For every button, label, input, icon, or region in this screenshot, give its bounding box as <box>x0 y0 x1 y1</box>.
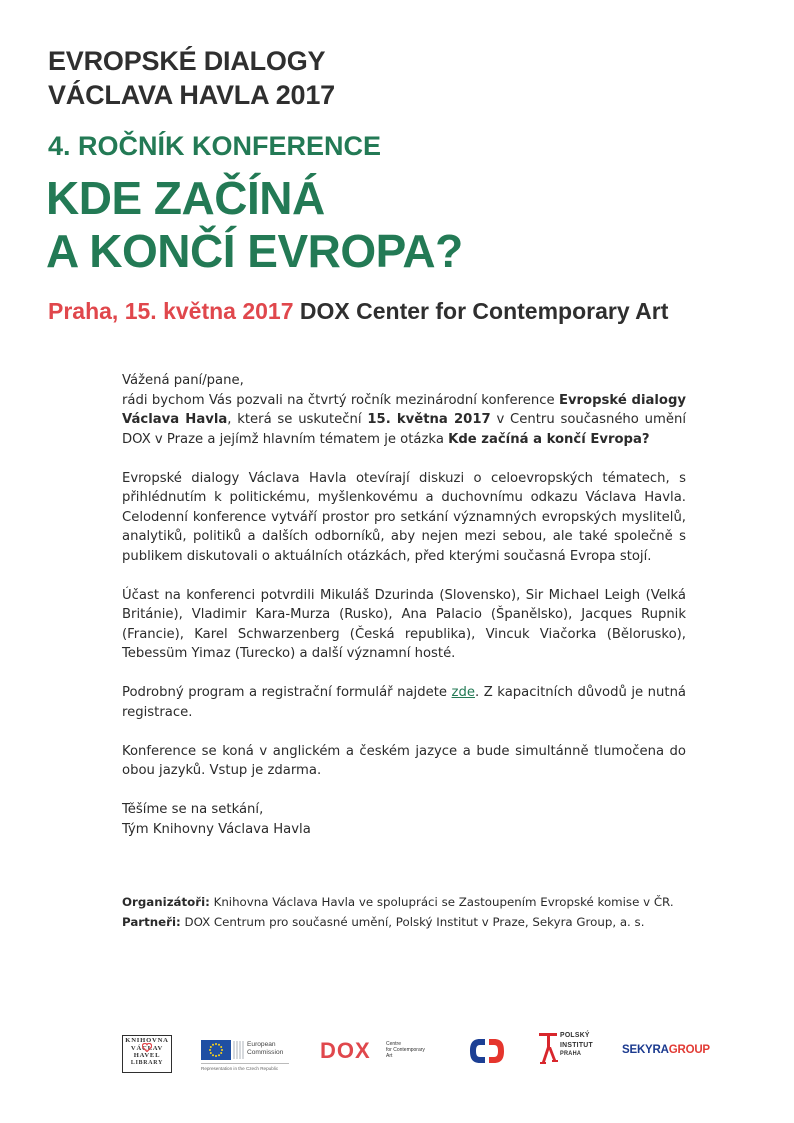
sekyra-group-logo <box>622 1043 752 1059</box>
khv-logo-line-1: KNIHOVNA <box>125 1037 169 1044</box>
partners-label: Partneři: <box>122 915 181 929</box>
dox-subtitle-line-2: for Contemporary <box>386 1047 425 1053</box>
greeting: Vážená paní/pane, <box>122 373 244 388</box>
dox-subtitle-line-1: Centre <box>386 1041 402 1047</box>
heart-icon <box>142 1043 152 1052</box>
polsky-institut-logo <box>538 1030 608 1074</box>
letter-paragraph-4 <box>122 683 686 722</box>
p1-text-a: rádi bychom Vás pozvali na čtvrtý ročník mezinárodní konference <box>122 392 559 408</box>
signature: Tým Knihovny Václava Havla <box>122 821 311 837</box>
headline-line-1: KDE ZAČÍNÁ <box>46 172 325 224</box>
ct-brackets-icon <box>467 1036 507 1066</box>
partners-line <box>122 912 692 932</box>
letter-paragraph-3: Účast na konferenci potvrdili Mikuláš Dzurinda (Slovensko), Sir Michael Leigh (Velká Británie), Vladimir Kara-Murza (Rusko), Ana Palacio (Španělsko), Jacques Rupnik (Francie), Karel Schwarzenberg (Česká republika), Vincuk Viačorka (Bělorusko), Tebessüm Yimaz (Turecko) a další významní hosté. <box>122 587 686 661</box>
partners-text: DOX Centrum pro současné umění, Polský Institut v Praze, Sekyra Group, a. s. <box>180 915 645 929</box>
venue: DOX Center for Contemporary Art <box>299 298 669 324</box>
p4-text-a: Podrobný program a registrační formulář najdete <box>122 685 452 700</box>
dox-wordmark: DOX <box>320 1038 371 1063</box>
khv-logo-line-2: VÁCLAV <box>130 1044 164 1052</box>
invitation-letter <box>122 371 686 859</box>
p1-conference-name: Evropské dialogy Václava Havla <box>122 392 686 427</box>
registration-link[interactable]: zde <box>451 685 475 700</box>
ec-separator <box>201 1063 289 1064</box>
khv-logo <box>122 1035 172 1073</box>
p4-text-b: . Z kapacitních důvodů je nutná registrace. <box>122 685 687 720</box>
event-title <box>48 44 335 112</box>
pi-text-line-2: INSTITUT <box>560 1039 593 1049</box>
p1-text-c: , která se uskuteční <box>227 412 368 427</box>
ec-subtitle: Representation in the Czech Republic <box>201 1066 279 1071</box>
letter-paragraph-2: Evropské dialogy Václava Havla otevírají diskuzi o celoevropských tématech, s přihlédnutím k politickému, myšlenkovému a duchovnímu odkazu Václava Havla. Celodenní konference vytváří prostor pro setkání významných evropských myslitelů, analytiků, politiků a dalších odborníků, aby nejen mezi sebou, ale také společně s publikem diskutovali o aktuálních otázkách, před kterými současná Evropa stojí. <box>122 470 686 564</box>
pi-text-line-1: POLSKÝ <box>560 1030 590 1039</box>
date-venue <box>48 296 668 326</box>
p1-date: 15. května 2017 <box>367 412 491 427</box>
organizers-text: Knihovna Václava Havla ve spolupráci se Zastoupením Evropské komise v ČR. <box>209 895 674 909</box>
p1-topic: Kde začíná a končí Evropa? <box>448 431 650 447</box>
sekyra-wordmark: SEKYRA <box>622 1044 669 1056</box>
closing: Těšíme se na setkání, <box>122 802 264 817</box>
dox-logo <box>320 1040 430 1066</box>
organizers-line <box>122 892 692 912</box>
ec-name <box>247 1041 283 1057</box>
pi-text-line-3: PRAHA <box>560 1050 582 1057</box>
event-title-line-2: VÁCLAVA HAVLA 2017 <box>48 80 335 110</box>
group-wordmark: GROUP <box>668 1044 710 1056</box>
eu-flag-icon <box>201 1040 231 1060</box>
edition-label: 4. ROČNÍK KONFERENCE <box>48 131 382 161</box>
khv-logo-line-3: HAVEL <box>133 1052 161 1059</box>
pi-text <box>560 1030 593 1059</box>
letter-paragraph-1 <box>122 391 686 450</box>
dox-subtitle <box>386 1041 425 1059</box>
letter-paragraph-5: Konference se koná v anglickém a českém jazyce a bude simultánně tlumočena do obou jazyků. Vstup je zdarma. <box>122 743 686 778</box>
headline <box>46 172 463 278</box>
p1-text-e: v Centru současného umění DOX v Praze a jejímž hlavním tématem je otázka <box>122 412 686 447</box>
running-figure-icon <box>538 1032 560 1068</box>
headline-line-2: A KONČÍ EVROPA? <box>46 225 463 277</box>
partner-logos <box>118 1028 748 1078</box>
dox-subtitle-line-3: Art <box>386 1053 393 1059</box>
ec-name-line-1: European <box>247 1041 276 1048</box>
event-title-line-1: EVROPSKÉ DIALOGY <box>48 46 326 76</box>
ceska-televize-logo <box>467 1036 507 1066</box>
khv-logo-line-4: LIBRARY <box>130 1059 164 1066</box>
organizers-label: Organizátoři: <box>122 895 210 909</box>
date-place: Praha, 15. května 2017 <box>48 298 294 324</box>
ec-name-line-2: Commission <box>247 1049 284 1056</box>
european-commission-logo <box>201 1032 301 1076</box>
berlaymont-icon <box>232 1040 244 1060</box>
credits <box>122 892 692 932</box>
